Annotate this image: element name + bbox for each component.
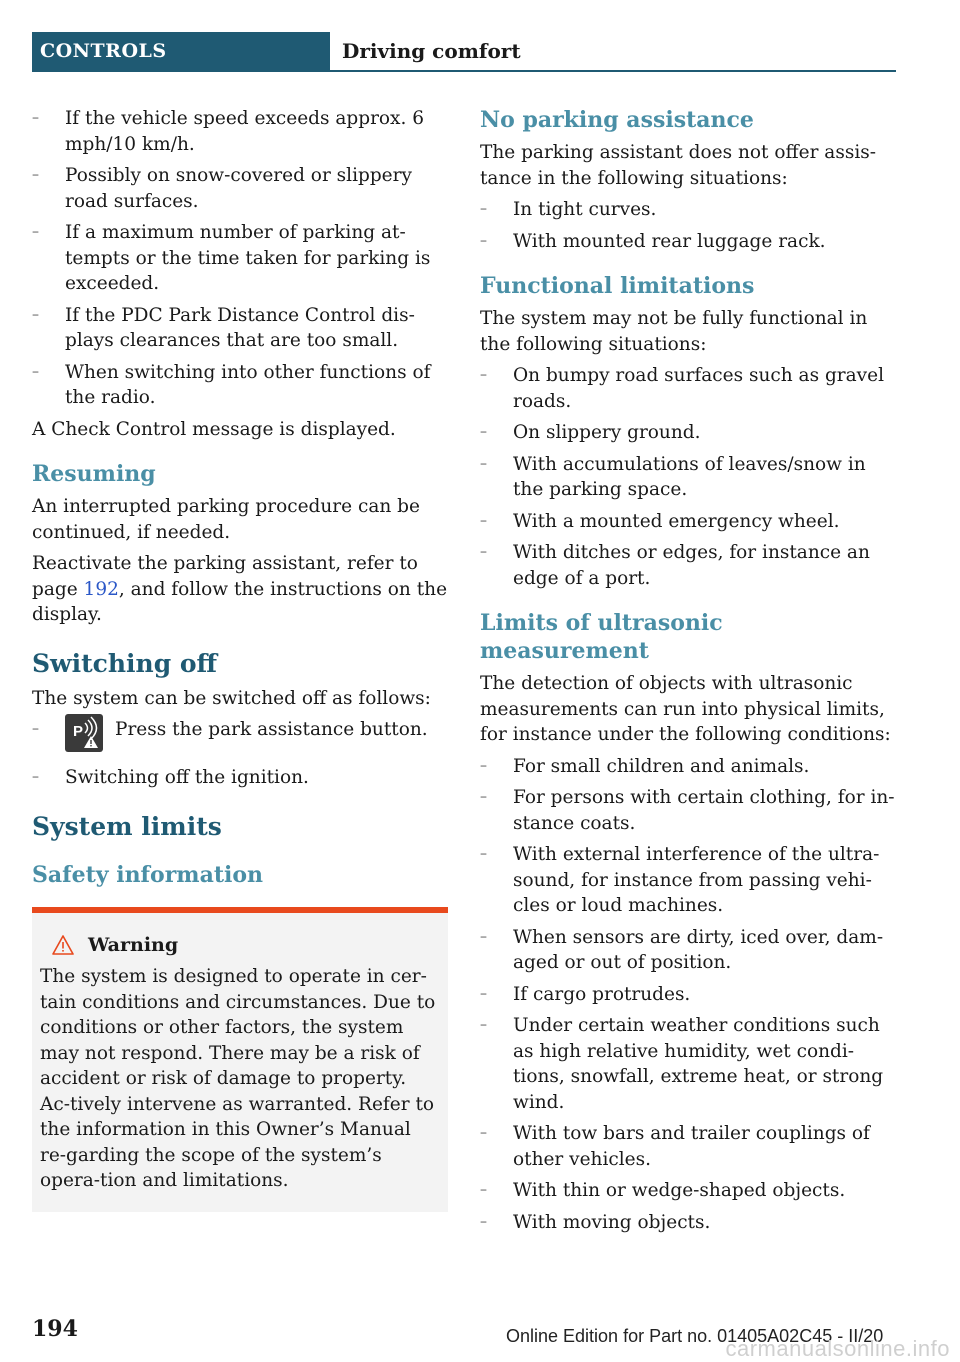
ultrasonic-limits-heading: Limits of ultrasonic measurement [480,610,723,664]
list-item: – On bumpy road surfaces such as gravel roads. [480,365,884,412]
disengage-conditions-list [32,106,448,411]
list-item: – When switching into other functions of the radio. [32,361,431,408]
right-column [480,106,896,1241]
list-item: – With accumulations of leaves/snow in the parking space. [480,453,866,500]
header-rule [32,70,896,72]
list-item: – When sensors are dirty, iced over, dam‐aged or out of position. [480,926,884,973]
watermark: carmanualsonline.info [725,1336,950,1361]
list-item: – In tight curves. [480,199,657,220]
warning-icon [52,935,74,955]
switching-off-heading: Switching off [32,648,218,678]
switch-off-list [32,717,448,791]
list-item: – If cargo protrudes. [480,983,691,1005]
list-item: – If the vehicle speed exceeds approx. 6 mph/10 km/h. [32,108,425,155]
park-assist-button-icon [65,714,103,752]
no-assist-intro: The parking assistant does not offer assis‐tance in the following situations: [480,142,876,189]
page-header [32,32,896,72]
list-item: – If the PDC Park Distance Control dis‐plays clearances that are too small. [32,304,415,351]
list-item: – Under certain weather conditions such as high relative humidity, wet condi‐tions, snowfall, extreme heat, or strong wind. [480,1015,884,1113]
list-item: – With ditches or edges, for instance an edge of a port. [480,542,870,589]
page-link[interactable]: 192 [83,578,119,600]
list-item: – For persons with certain clothing, for in‐stance coats. [480,787,895,834]
list-item: – For small children and animals. [480,755,810,777]
list-item: – If a maximum number of parking at‐tempts or the time taken for parking is exceeded. [32,222,431,294]
button-instruction: Press the park assistance button. [115,719,428,740]
list-item: – With mounted rear luggage rack. [480,230,826,252]
safety-information-heading: Safety information [32,861,264,888]
list-item: – P Press the park assistance button. [32,717,448,759]
section-tab: CONTROLS [32,32,330,70]
ultrasonic-intro: The detection of objects with ultrasonic measurements can run into physical limits, for instance under the following conditions: [480,673,891,745]
left-column [32,106,448,1212]
warning-box [32,907,448,1212]
page-number: 194 [32,1316,78,1342]
svg-text:P: P [73,723,84,740]
functional-limitations-heading: Functional limitations [480,273,755,299]
reactivate-text: Reactivate the parking assistant, refer to page 192, and follow the instructions on the display. [32,553,448,625]
functional-intro: The system may not be fully functional in the following situations: [480,308,868,355]
no-parking-assistance-heading: No parking assistance [480,107,754,133]
check-control-text: A Check Control message is displayed. [32,418,396,440]
switching-off-intro: The system can be switched off as follows: [32,687,431,709]
list-item: – With thin or wedge-shaped objects. [480,1180,846,1201]
warning-text: The system is designed to operate in cer‐tain conditions and circumstances. Due to conditions or other factors, the system may not respond. There may be a risk of accident or risk of damage to property. Ac‐tively intervene as warranted. Refer to the information in this Owner’s Manual re‐garding the scope of the system’s opera‐tion and limitations. [40,966,436,1191]
list-item: – With a mounted emergency wheel. [480,510,840,532]
ultrasonic-list [480,754,896,1236]
list-item: – With external interference of the ultra‐sound, for instance from passing vehi‐cles or loud machines. [480,844,880,916]
list-item: – Possibly on snow-covered or slippery road surfaces. [32,165,412,212]
edition-footer: Online Edition for Part no. 01405A02C45 - II/20 [506,1326,884,1346]
system-limits-heading: System limits [32,811,222,841]
functional-list [480,363,896,591]
resuming-heading: Resuming [32,461,156,487]
list-item: – With tow bars and trailer couplings of other vehicles. [480,1123,870,1170]
no-assist-list [480,197,896,254]
chapter-title: Driving comfort [342,39,521,63]
list-item: – On slippery ground. [480,422,701,443]
warning-title: Warning [88,933,179,956]
resuming-text: An interrupted parking procedure can be continued, if needed. [32,496,420,543]
list-item: – With moving objects. [480,1211,711,1233]
list-item: – Switching off the ignition. [32,767,309,788]
